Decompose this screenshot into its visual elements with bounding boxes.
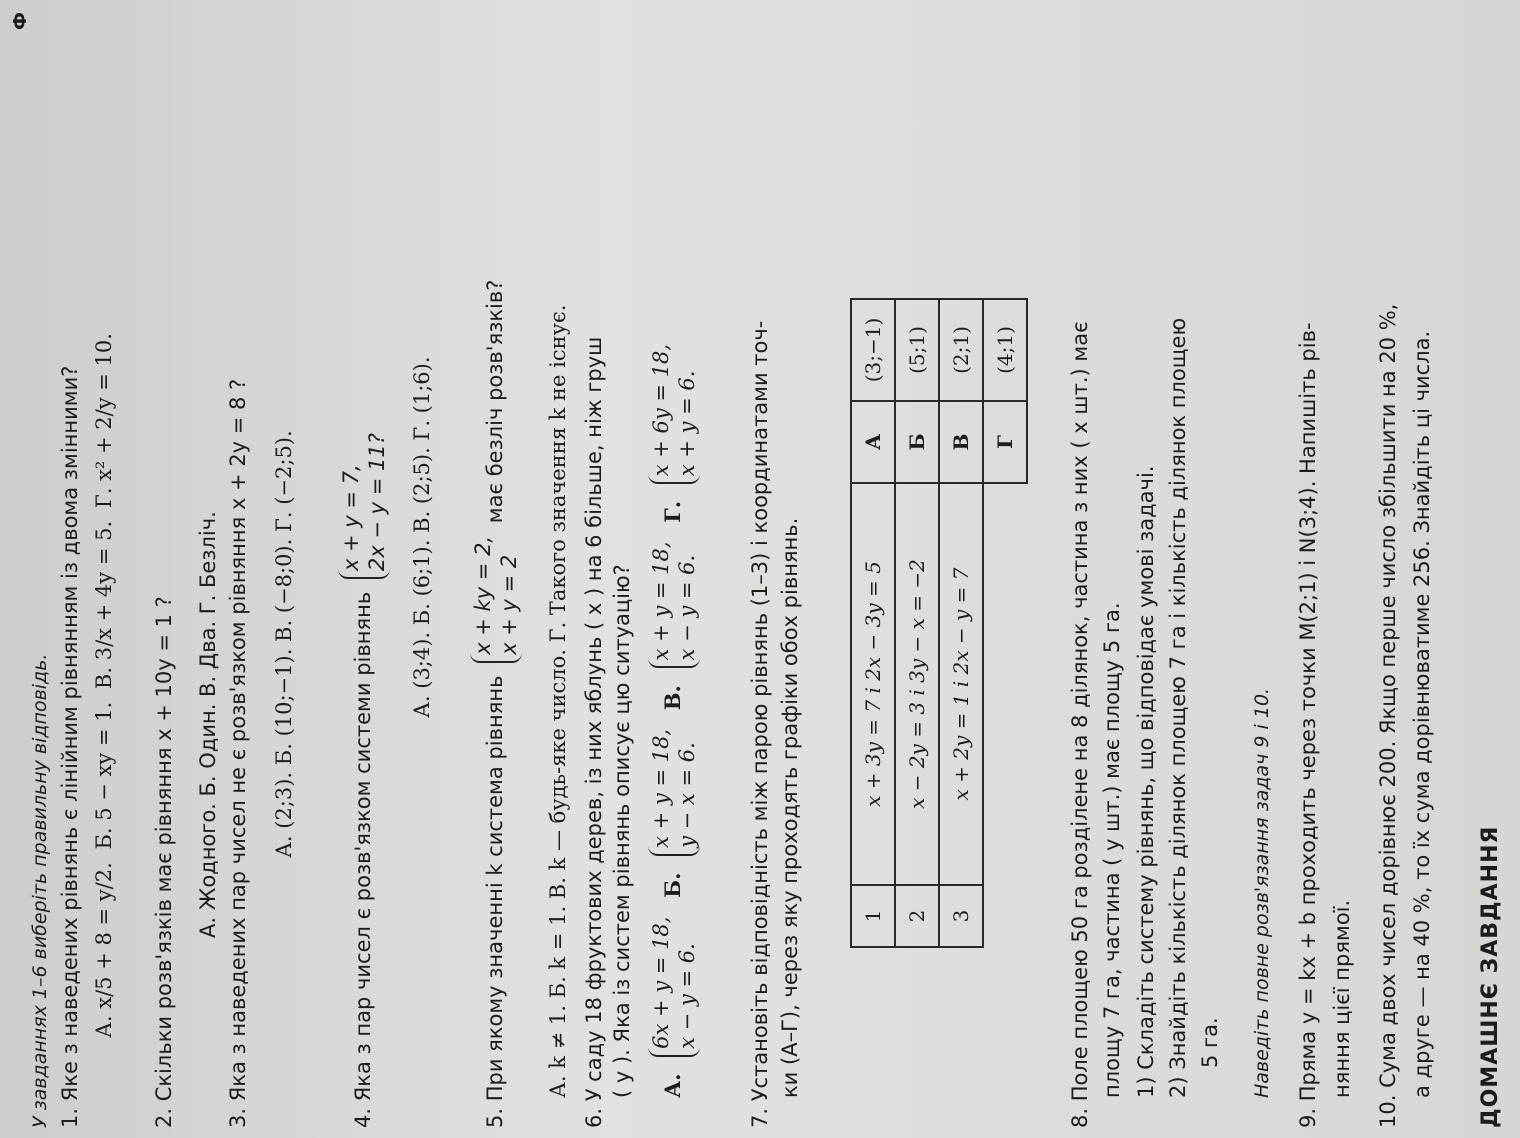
q6-a-eq1: 6x + y = 18, xyxy=(649,916,673,1049)
point-coords: (5;1) xyxy=(895,299,939,401)
q9-line-2: няння цієї прямої. xyxy=(1330,899,1354,1098)
q6-label-c: В. xyxy=(659,685,685,711)
matching-table xyxy=(850,298,1028,948)
point-letter: Б xyxy=(895,401,939,483)
q8-line-3: 1) Складіть систему рівнянь, що відповідає умові задачі. xyxy=(1134,465,1158,1098)
q8-line-1: 8. Поле площею 50 га розділене на 8 ділянок, частина з них ( x шт.) має xyxy=(1068,321,1092,1128)
point-coords: (3;−1) xyxy=(851,299,895,401)
q6-c-eq1: x + y = 18, xyxy=(649,541,673,661)
corner-letter: Ф xyxy=(10,12,31,30)
q4-question: 4. Яка з пар чисел є розв'язком системи рівнянь xyxy=(351,591,375,1128)
equation-pair: x + 2y = 1 і 2x − y = 7 xyxy=(939,483,983,885)
q5-text xyxy=(470,10,522,1128)
q7-text-2: ки (А–Г), через яку проходять графіки обох рівнянь. xyxy=(778,517,802,1098)
point-coords: (2;1) xyxy=(939,299,983,401)
q4-eq1: x + y = 7, xyxy=(339,464,363,572)
q8-line-2: площу 7 га, частина ( y шт.) має площу 5 га. xyxy=(1100,602,1124,1098)
q6-b-eq1: x + y = 18, xyxy=(649,728,673,848)
q6-label-b: Б. xyxy=(659,872,685,898)
q1-c: В. 3/x + 4y = 5. xyxy=(92,520,116,690)
q5-eq2: x + y = 2 xyxy=(497,554,521,655)
q4-answers: А. (3;4). Б. (6;1). В. (2;5). Г. (1;6). xyxy=(410,356,434,718)
q6-text-2: ( y ). Яка із систем рівнянь описує цю ситуацію? xyxy=(610,564,634,1098)
q10-line-1: 10. Сума двох чисел дорівнює 200. Якщо перше число збільшити на 20 %, xyxy=(1376,303,1400,1128)
point-letter: Г xyxy=(983,401,1027,483)
q1-d: Г. x² + 2/y = 10. xyxy=(92,333,116,509)
q3-answers: А. (2;3). Б. (10;−1). В. (−8;0). Г. (−2;5). xyxy=(272,430,296,858)
q5-system xyxy=(470,536,522,663)
q6-option-d xyxy=(648,338,700,523)
q6-label-d: Г. xyxy=(659,500,685,523)
q5-eq1: x + ky = 2, xyxy=(471,535,495,655)
q6-b-eq2: y − x = 6. xyxy=(675,742,699,848)
q4-text xyxy=(338,10,390,1128)
q6-option-b xyxy=(648,723,700,898)
point-coords: (4;1) xyxy=(983,299,1027,401)
q6-option-a xyxy=(648,911,700,1098)
row-number: 3 xyxy=(939,885,983,947)
q10-line-2: а друге — на 40 %, то їх сума дорівнюватиме 256. Знайдіть ці числа. xyxy=(1410,330,1434,1098)
q1-a: А. x/5 + 8 = y/2. xyxy=(92,862,116,1038)
q1-b: Б. 5 − xy = 1. xyxy=(92,701,116,850)
table-row xyxy=(895,299,939,947)
full-solution-header: Наведіть повне розв'язання задач 9 і 10. xyxy=(1251,687,1273,1098)
q1-text: 1. Яке з наведених рівнянь є лінійним рівнянням із двома змінними? xyxy=(58,365,82,1128)
q4-eq2: 2x − y = 11? xyxy=(365,433,389,572)
point-letter: В xyxy=(939,401,983,483)
q1-answers xyxy=(92,327,116,1038)
q8-line-5: 5 га. xyxy=(1198,1017,1222,1068)
row-number: 1 xyxy=(851,885,895,947)
empty-cell xyxy=(983,885,1027,947)
q6-a-eq2: x − y = 6. xyxy=(675,943,699,1049)
empty-cell xyxy=(983,483,1027,885)
q9-line-1: 9. Пряма y = kx + b проходить через точки M(2;1) і N(3;4). Напишіть рів- xyxy=(1296,322,1320,1128)
q5-tail: має безліч розв'язків? xyxy=(483,279,507,524)
q6-text-1: 6. У саду 18 фруктових дерев, із них яблунь ( x ) на 6 більше, ніж груш xyxy=(582,336,606,1128)
equation-pair: x − 2y = 3 і 3y − x = −2 xyxy=(895,483,939,885)
homework-heading: ДОМАШНЄ ЗАВДАННЯ xyxy=(1478,825,1503,1128)
q6-label-a: А. xyxy=(659,1073,685,1098)
q5-answers: А. k ≠ 1. Б. k = 1. В. k — будь-яке число. Г. Такого значення k не існує. xyxy=(546,304,570,1098)
q6-option-c xyxy=(648,535,700,710)
q3-text: 3. Яка з наведених пар чисел не є розв'язком рівняння x + 2y = 8 ? xyxy=(226,378,250,1128)
q4-system xyxy=(338,433,390,579)
instructions-header: У завданнях 1–6 виберіть правильну відповідь. xyxy=(29,653,51,1128)
row-number: 2 xyxy=(895,885,939,947)
q6-c-eq2: x − y = 6. xyxy=(675,554,699,661)
q6-d-eq1: x + 6y = 18, xyxy=(649,343,673,477)
point-letter: А xyxy=(851,401,895,483)
q6-d-eq2: x + y = 6. xyxy=(675,370,699,477)
q6-options xyxy=(648,332,700,1098)
q8-line-4: 2) Знайдіть кількість ділянок площею 7 га і кількість ділянок площею xyxy=(1166,317,1190,1098)
q5-question: 5. При якому значенні k система рівнянь xyxy=(483,675,507,1128)
q2-text: 2. Скільки розв'язків має рівняння x + 10y = 1 ? xyxy=(152,596,176,1128)
table-row xyxy=(983,299,1027,947)
table-row xyxy=(939,299,983,947)
q2-answers: А. Жодного. Б. Один. В. Два. Г. Безліч. xyxy=(196,511,220,938)
table-row xyxy=(851,299,895,947)
q7-text-1: 7. Установіть відповідність між парою рівнянь (1–3) і координатами точ- xyxy=(748,320,772,1128)
equation-pair: x + 3y = 7 і 2x − 3y = 5 xyxy=(851,483,895,885)
